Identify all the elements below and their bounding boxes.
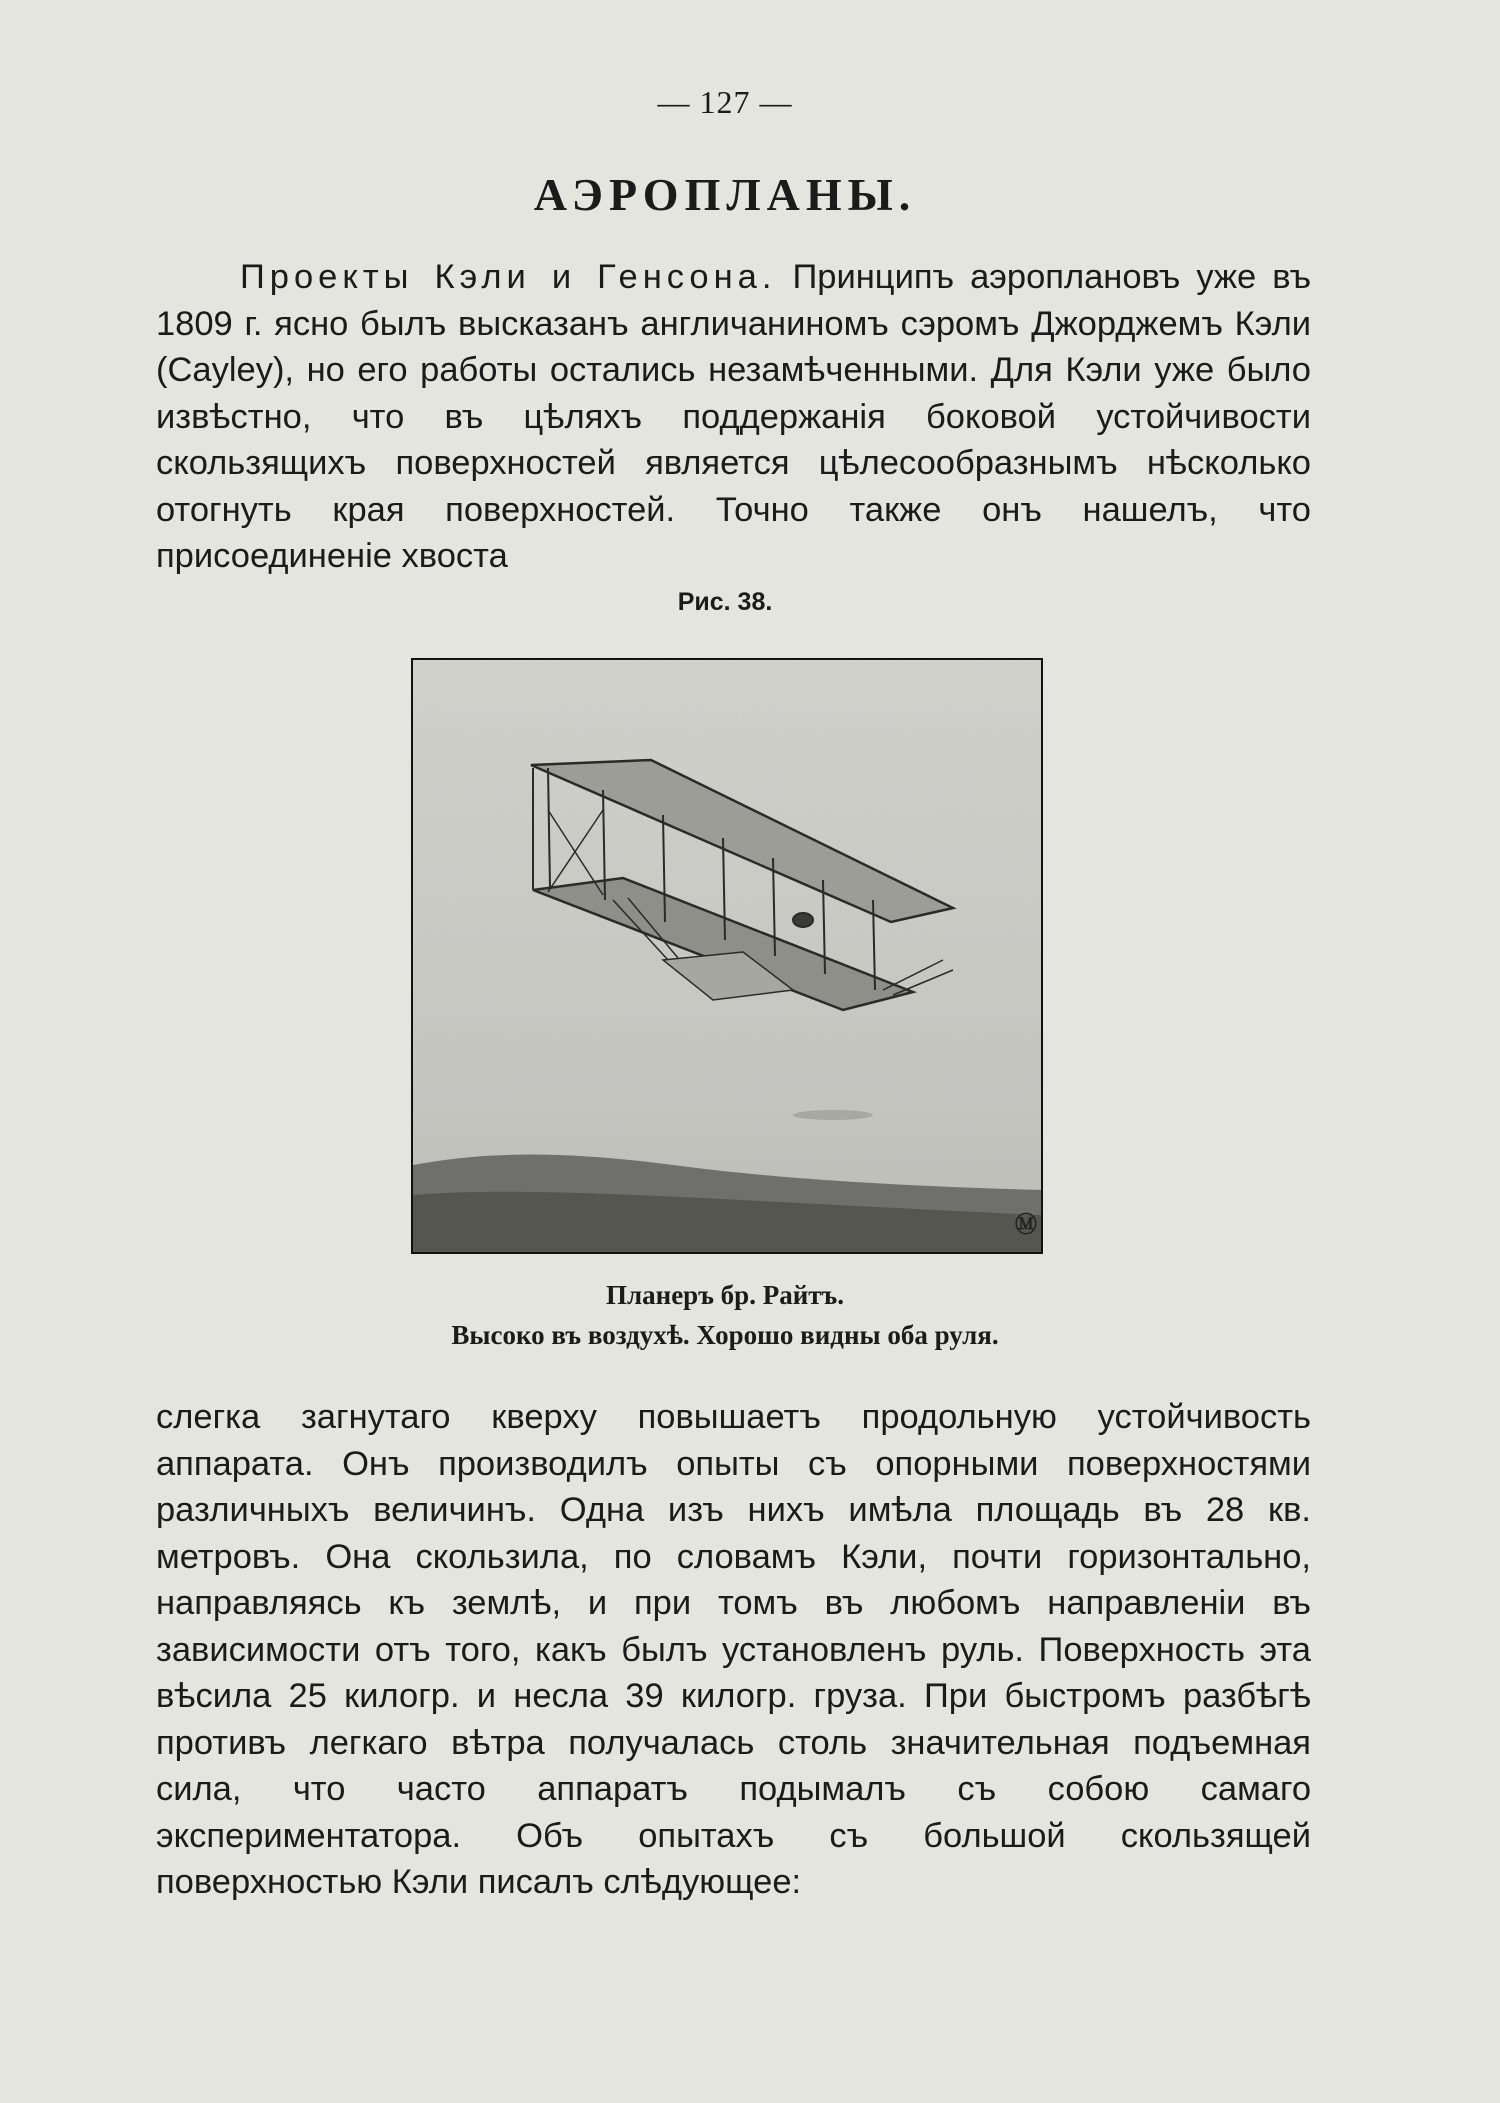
paragraph-1-text: Принципъ аэроплановъ уже въ 1809 г. ясно былъ высказанъ англичаниномъ сэромъ Джорджемъ Кэли (Cayley), но его работы остались незамѣченными. Для Кэли уже было извѣстно, что въ цѣляхъ поддержанія боковой устойчивости скользящихъ поверхностей является цѣлесообразнымъ нѣсколько отогнуть края поверхностей. Точно также онъ нашелъ, что присоединеніе хвоста [156, 258, 1312, 575]
spaced-heading: Проекты Кэли и Генсона. [240, 258, 777, 296]
glider-shadow [793, 1110, 873, 1120]
figure-photo [411, 658, 1043, 1254]
page-number: — 127 — [657, 84, 793, 120]
glider-photo [413, 660, 1041, 1252]
figure-caption-title: Планеръ бр. Райтъ. [605, 1280, 845, 1310]
paragraph-2: слегка загнутаго кверху повышаетъ продольную устойчивость аппарата. Онъ производилъ опыты съ опорными поверхностями различныхъ величинъ. Одна изъ нихъ имѣла площадь въ 28 кв. метровъ. Она скользила, по словамъ Кэли, почти горизонтально, направляясь къ землѣ, и при томъ въ любомъ направленіи въ зависимости отъ того, какъ былъ установленъ руль. Поверхность эта вѣсила 25 килогр. и несла 39 килогр. груза. При быстромъ разбѣгѣ противъ легкаго вѣтра получалась столь значительная подъемная сила, что часто аппаратъ подымалъ съ собою самаго экспериментатора. Объ опытахъ съ большой скользящей поверхностью Кэли писалъ слѣдующее: [156, 1398, 1311, 1901]
page-title: АЭРОПЛАНЫ. [533, 169, 917, 220]
photographer-monogram: Ⓜ [1015, 1212, 1038, 1238]
paragraph-1 [156, 254, 1311, 580]
figure-label: Рис. 38. [677, 588, 773, 616]
figure-caption-description: Высоко въ воздухѣ. Хорошо видны оба руля. [451, 1320, 999, 1350]
pilot [793, 913, 813, 927]
